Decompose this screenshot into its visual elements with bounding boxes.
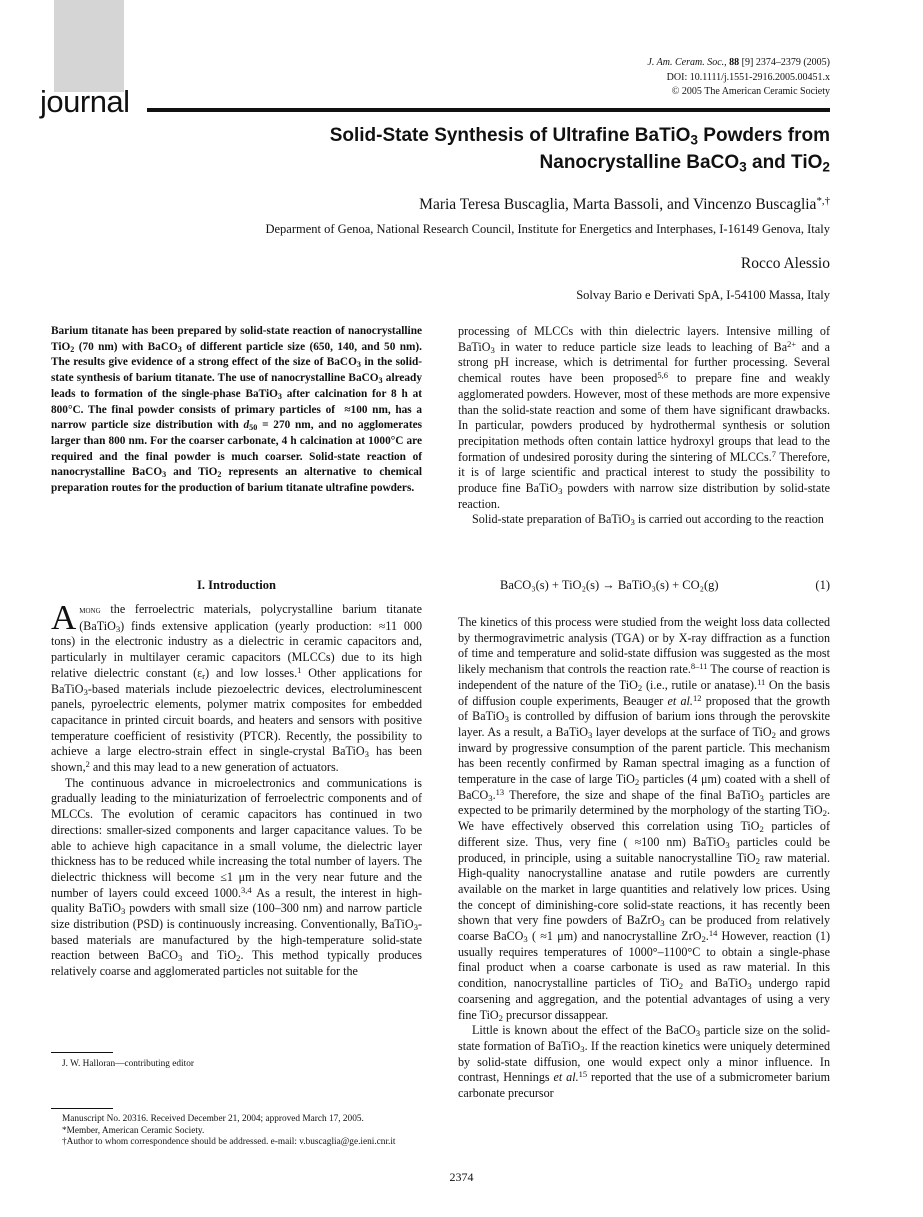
journal-logo-word: journal [40,84,130,119]
footnote-editor: J. W. Halloran—contributing editor [62,1059,194,1069]
journal-logo-block [54,0,124,92]
right-column-body-bottom: The kinetics of this process were studied from the weight loss data collected by thermogravimetric analysis (TGA) or by X-ray diffraction as a function of time and temperature and solid-state diffusion was suggested as the most likely mechanism that controls the reaction rate.$^{8-11}$ The course of reaction is independent of the nature of the TiO$_2$ (i.e., rutile or anatase).$^{11}$ On the basis of diffusion couple experiments, Beauger et al.$^{12}$ proposed that the growth of BaTiO$_3$ is controlled by diffusion of barium ions through the perovskite layer. As a result, a BaTiO$_3$ layer develops at the surface of TiO$_2$ and grows inward by progressive consumption of the parent particle. This mechanism has been recently confirmed by Raman spectral imaging as a function of temperature in the case of large TiO$_2$ particles (4 μm) coated with a shell of BaCO$_3$.$^{13}$ Therefore, the size and shape of the final BaTiO$_3$ particles are expected to be primarily determined by the morphology of the starting TiO$_2$. We have effectively observed this correlation using TiO$_2$ particles of different size. Thus, very fine ( ≈100 nm) BaTiO$_3$ particles could be produced, in principle, using a suitable nanocrystalline TiO$_2$ raw material. High-quality nanocrystalline anatase and rutile powders are currently available on the market in large quantities and relatively low prices. Using the concept of diminishing-core solid-state reactions, it has recently been shown that very fine powders of BaZrO$_3$ can be produced from relatively coarse BaCO$_3$ ( ≈1 μm) and nanocrystalline ZrO$_2$.$^{14}$ However, reaction (1) usually requires temperatures of 1000°–1100°C to obtain a single-phase final product when a coarse carbonate is used as raw material. In this condition, nanocrystalline particles of TiO$_2$ and BaTiO$_3$ undergo rapid coarsening and aggregation, and the potential advantages of using a very fine TiO$_2$ precursor dissappear. Little is known about the effect of the BaCO$_3$ particle size on the solid-state formation of BaTiO$_3$. If the reaction kinetics were uniquely determined by solid-state diffusion, one would expect only a minor influence. In contrast, Hennings et al.$^{15}$ reported that the use of a submicrometer barium carbonate precursor [458,615,831,1101]
footnote-member: *Member, American Ceramic Society. [62,1125,205,1136]
doi: DOI: 10.1111/j.1551-2916.2005.00451.x [666,71,830,83]
affiliation-2: Solvay Bario e Derivati SpA, I-54100 Massa, Italy [576,288,830,302]
paper-title: Solid-State Synthesis of Ultrafine BaTiO$_3$ Powders from Nanocrystalline BaCO$_3$ and TiO$_2$ [329,125,830,175]
left-column-body: Among the ferroelectric materials, polycrystalline barium titanate (BaTiO$_3$) finds extensive application (yearly production: ≈11 000 tons) in the electronic industry as a dielectric in ceramic capacitors and, particularly in multilayer ceramic capacitors (MLCCs) due to its high relative dielectric constant $(\varepsilon_r)$ and low losses.$^1$ Other applications for BaTiO$_3$-based materials include piezoelectric devices, electroluminescent panels, pyroelectric elements, polymer matrix composites for embedded capacitance in printed circuit boards, and heaters and sensors with positive temperature coefficient of resistivity (PTCR). Recently, the possibility to achieve a large electro-strain effect in single-crystal BaTiO$_3$ has been shown,$^2$ and this may lead to a new generation of actuators. The continuous advance in microelectronics and communications is gradually leading to the miniaturization of ferroelectric components and of MLCCs. The evolution of ceramic capacitors has continued in two directions: smaller-sized components and larger capacitance values. To be able to achieve high capacitance in a small volume, the dielectric layer thickness has to be reduced while increasing the total number of layers. The dielectric thickness will become ≤1 μm in the very near future and the number of layers could exceed 1000.$^{3,4}$ As a result, the interest in high-quality BaTiO$_3$ powders with small size (100–300 nm) and narrow particle size distribution (PSD) is continuously increasing. Conventionally, BaTiO$_3$-based materials are manufactured by the high-temperature solid-state reaction between BaCO$_3$ and TiO$_2$. This method typically produces relatively coarse and agglomerated particles not suitable for the [51,598,422,979]
author-line-1: Maria Teresa Buscaglia, Marta Bassoli, and Vincenzo Buscaglia*,† [419,195,830,213]
footnote-rule-editor [51,1052,113,1053]
section-heading-introduction: I. Introduction [197,578,276,592]
dropcap-letter: A [51,598,77,637]
equation-number: (1) [815,578,830,592]
equation-1 [458,578,830,593]
header-rule [147,108,830,112]
footnote-correspondence: †Author to whom correspondence should be addressed. e-mail: v.buscaglia@ge.ieni.cnr.it [62,1137,396,1148]
right-column-body-top: processing of MLCCs with thin dielectric layers. Intensive milling of BaTiO$_3$ in water to reduce particle size leads to leaching of $Ba^{2+}$ and a strong pH increase, which is detrimental for further processing. Several chemical routes have been proposed$^{5,6}$ to prepare fine and weakly agglomerated powders. However, most of these methods are more expensive than the solid-state reaction and some of them have significant drawbacks. In particular, powders produced by hydrothermal synthesis or solution precipitation methods often contain lattice hydroxyl groups that lead to the formation of undesired porosity during the sintering of MLCCs.$^7$ Therefore, it is of large scientific and practical interest to study the possibility to produce fine BaTiO$_3$ powders with narrow size distribution by solid-state reaction. Solid-state preparation of BaTiO$_3$ is carried out according to the reaction [458,324,831,528]
affiliation-1: Deparment of Genoa, National Research Council, Institute for Energetics and Interphases, I-16149 Genova, Italy [265,222,830,236]
citation-pages: [9] 2374–2379 (2005) [741,57,830,68]
footnote-manuscript: Manuscript No. 20316. Received December 21, 2004; approved March 17, 2005. [62,1114,364,1124]
footnote-rule [51,1108,113,1109]
copyright: © 2005 The American Ceramic Society [671,86,830,97]
abstract: Barium titanate has been prepared by solid-state reaction of nanocrystalline TiO$_2$ (70 nm) with BaCO$_3$ of different particle size (650, 140, and 50 nm). The results give evidence of a strong effect of the size of BaCO$_3$ in the solid-state synthesis of barium titanate. The use of nanocrystalline BaCO$_3$ already leads to formation of the single-phase BaTiO$_3$ after calcination for 8 h at 800°C. The final powder consists of primary particles of ≈100 nm, has a narrow particle size distribution with $d_{50} = 270$ nm, and no agglomerates larger than 800 nm. For the coarser carbonate, 4 h calcination at 1000°C are required and the final powder is much coarser. Solid-state reaction of nanocrystalline BaCO$_3$ and TiO$_2$ represents an alternative to chemical preparation routes for the production of barium titanate ultrafine powders. [51,325,423,495]
page-number: 2374 [449,1170,474,1184]
footnotes [62,1114,422,1149]
citation-journal: J. Am. Ceram. Soc., [647,57,727,68]
equation-text: BaCO₃(s) + TiO₂(s) → BaTiO₃(s) + CO₂(g) [500,578,719,592]
author-line-2: Rocco Alessio [740,255,830,272]
citation-volume: 88 [729,57,740,68]
citation-block [510,56,830,100]
